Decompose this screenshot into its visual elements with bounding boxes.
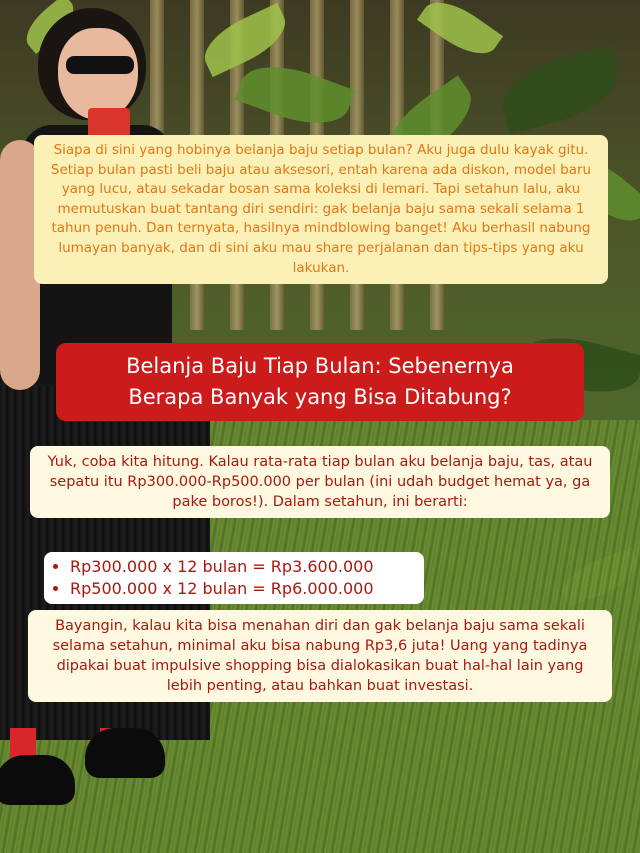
heading-line-2: Berapa Banyak yang Bisa Ditabung? (128, 385, 512, 409)
intro-paragraph (34, 135, 608, 284)
calculation-text: Yuk, coba kita hitung. Kalau rata-rata tiap bulan aku belanja baju, tas, atau sepatu itu Rp300.000-Rp500.000 per bulan (ini udah budget hemat ya, ga pake boros!). Dalam setahun, ini berarti: (47, 454, 593, 510)
bullet-item: • Rp500.000 x 12 bulan = Rp6.000.000 (70, 578, 414, 600)
leaf (235, 53, 355, 138)
heading-line-1: Belanja Baju Tiap Bulan: Sebenernya (126, 354, 514, 378)
intro-text: Siapa di sini yang hobinya belanja baju setiap bulan? Aku juga dulu kayak gitu. Setiap bulan pasti beli baju atau aksesori, entah karena ada diskon, model baru yang lucu, atau sekadar bosan sama koleksi di lemari. Tapi setahun lalu, aku memutuskan buat tantang diri sendiri: gak belanja baju sama sekali selama 1 tahun penuh. Dan ternyata, hasilnya mindblowing banget! Aku berhasil nabung lumayan banyak, dan di sini aku mau share perjalanan dan tips-tips yang aku lakukan. (50, 142, 592, 276)
conclusion-paragraph (28, 610, 612, 702)
red-scarf (88, 108, 130, 138)
bullet-item: • Rp300.000 x 12 bulan = Rp3.600.000 (70, 556, 414, 578)
sunglasses (66, 56, 134, 74)
leaf (494, 45, 625, 134)
black-shoe (0, 755, 75, 805)
face (58, 28, 138, 120)
red-sock (10, 728, 36, 758)
black-shoe (85, 728, 165, 778)
conclusion-text: Bayangin, kalau kita bisa menahan diri dan gak belanja baju sama sekali selama setahun, minimal aku bisa nabung Rp3,6 juta! Uang yang tadinya dipakai buat impulsive shopping bisa dialokasikan buat hal-hal lain yang lebih penting, atau bahkan buat investasi. (52, 618, 588, 694)
savings-bullet-list (44, 552, 424, 604)
woman-figure (0, 0, 230, 853)
section-heading (56, 343, 584, 421)
calculation-paragraph (30, 446, 610, 518)
